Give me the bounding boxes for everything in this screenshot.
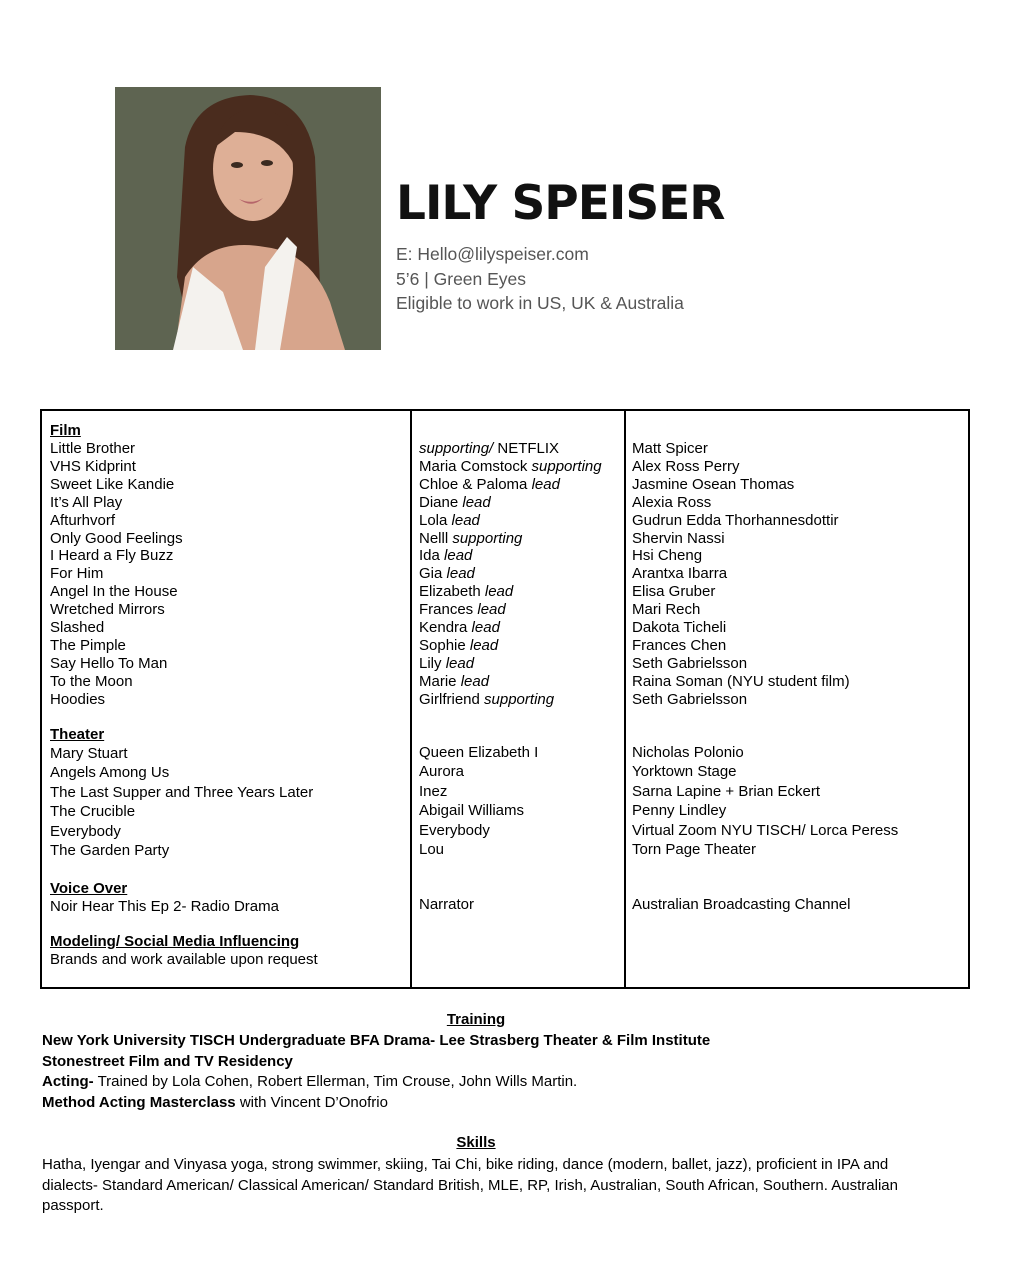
training-line bbox=[42, 1053, 293, 1071]
film-director: Matt Spicer bbox=[632, 440, 708, 457]
theater-title: The Garden Party bbox=[50, 842, 170, 859]
theater-venue: Yorktown Stage bbox=[632, 763, 737, 780]
film-role bbox=[419, 458, 602, 476]
theater-role: Inez bbox=[419, 783, 448, 800]
theater-venue: Nicholas Polonio bbox=[632, 744, 744, 761]
film-role-name: Sophie bbox=[419, 636, 470, 654]
modeling-text: Brands and work available upon request bbox=[50, 951, 318, 968]
theater-heading: Theater bbox=[50, 726, 105, 743]
theater-venue: Sarna Lapine + Brian Eckert bbox=[632, 783, 821, 800]
film-billing: supporting bbox=[484, 690, 555, 708]
training-line-bold: Acting- bbox=[42, 1073, 94, 1090]
film-director: Alexia Ross bbox=[632, 493, 712, 511]
film-role-name: Lola bbox=[419, 511, 452, 529]
film-role bbox=[419, 637, 498, 655]
film-role bbox=[419, 583, 513, 601]
film-role-name: Maria Comstock bbox=[419, 457, 532, 475]
theater-title: The Crucible bbox=[50, 803, 136, 820]
film-role-name: Nelll bbox=[419, 529, 453, 547]
film-heading: Film bbox=[50, 422, 81, 439]
training-line-bold: Stonestreet Film and TV Residency bbox=[42, 1052, 293, 1070]
film-director: Seth Gabrielsson bbox=[632, 654, 748, 672]
film-director: Dakota Ticheli bbox=[632, 619, 727, 636]
film-title: Hoodies bbox=[50, 690, 106, 708]
film-title: I Heard a Fly Buzz bbox=[50, 547, 174, 565]
theater-role: Queen Elizabeth I bbox=[419, 744, 539, 761]
film-title: VHS Kidprint bbox=[50, 457, 136, 475]
film-role-name: Marie bbox=[419, 672, 461, 690]
film-billing: supporting bbox=[452, 529, 523, 547]
film-title: Wretched Mirrors bbox=[50, 601, 165, 619]
physical-stats-line: 5’6 | Green Eyes bbox=[396, 268, 527, 289]
film-title: To the Moon bbox=[50, 672, 133, 690]
theater-title: Mary Stuart bbox=[50, 745, 128, 762]
film-title: Say Hello To Man bbox=[50, 654, 168, 672]
film-billing: lead bbox=[477, 601, 506, 619]
film-role-name: Elizabeth bbox=[419, 583, 485, 601]
film-role bbox=[419, 655, 474, 673]
film-title: It’s All Play bbox=[50, 493, 123, 511]
film-title: Little Brother bbox=[50, 440, 136, 457]
email-line: E: Hello@lilyspeiser.com bbox=[396, 244, 589, 264]
theater-venue: Virtual Zoom NYU TISCH/ Lorca Peress bbox=[632, 822, 899, 839]
voiceover-role: Narrator bbox=[419, 896, 475, 913]
training-line-bold: Method Acting Masterclass bbox=[42, 1093, 236, 1111]
training-line-rest: with Vincent D’Onofrio bbox=[235, 1093, 388, 1111]
voiceover-title: Noir Hear This Ep 2- Radio Drama bbox=[50, 898, 279, 915]
film-title: Afturhvorf bbox=[50, 511, 116, 529]
film-role bbox=[419, 530, 522, 548]
training-heading: Training bbox=[446, 1011, 506, 1028]
film-role bbox=[419, 547, 472, 565]
film-role bbox=[419, 512, 480, 530]
skills-text: Hatha, Iyengar and Vinyasa yoga, strong swimmer, skiing, Tai Chi, bike riding, dance (modern, ballet, jazz), proficient in IPA and dialects- Standard American/ Classical American/ Standard British, MLE, RP, Irish, Australian, South African, Southern. Australian passport. bbox=[42, 1156, 898, 1214]
training-line bbox=[42, 1073, 577, 1091]
film-role bbox=[419, 494, 491, 512]
film-role-name: Diane bbox=[419, 493, 463, 511]
theater-role: Aurora bbox=[419, 763, 465, 780]
film-director: Mari Rech bbox=[632, 601, 701, 619]
film-role-name: Girlfriend bbox=[419, 690, 485, 708]
work-eligibility-line: Eligible to work in US, UK & Australia bbox=[396, 293, 684, 313]
film-director: Shervin Nassi bbox=[632, 529, 725, 547]
theater-venue: Penny Lindley bbox=[632, 802, 727, 819]
film-billing: supporting bbox=[531, 457, 602, 475]
film-director: Hsi Cheng bbox=[632, 547, 703, 565]
training-line bbox=[42, 1094, 388, 1112]
film-billing: lead bbox=[531, 475, 560, 493]
film-role-name: Gia bbox=[419, 565, 447, 583]
film-billing: lead bbox=[484, 583, 514, 601]
film-role-tail: NETFLIX bbox=[493, 440, 560, 457]
film-billing: lead bbox=[446, 565, 475, 583]
film-title: The Pimple bbox=[50, 636, 126, 654]
film-role bbox=[419, 673, 489, 691]
credits-table bbox=[40, 409, 970, 989]
column-divider-1 bbox=[410, 411, 412, 987]
film-billing: lead bbox=[471, 619, 500, 636]
film-billing: lead bbox=[444, 547, 473, 565]
theater-role: Lou bbox=[419, 841, 445, 858]
voiceover-heading: Voice Over bbox=[50, 880, 128, 897]
theater-title: Angels Among Us bbox=[50, 764, 170, 781]
contact-block bbox=[396, 242, 684, 316]
film-director: Gudrun Edda Thorhannesdottir bbox=[632, 511, 839, 529]
theater-venue: Torn Page Theater bbox=[632, 841, 756, 858]
training-line bbox=[42, 1032, 710, 1050]
film-billing: lead bbox=[445, 654, 475, 672]
film-director: Frances Chen bbox=[632, 636, 727, 654]
film-role-name: Lily bbox=[419, 654, 446, 672]
film-billing: lead bbox=[469, 636, 499, 654]
film-role bbox=[419, 440, 559, 458]
film-director: Raina Soman (NYU student film) bbox=[632, 672, 850, 690]
candidate-name: LILY SPEISER bbox=[396, 176, 725, 231]
headshot-photo bbox=[115, 87, 381, 350]
theater-role: Everybody bbox=[419, 822, 490, 839]
film-billing: supporting/ bbox=[419, 440, 494, 457]
film-role bbox=[419, 619, 500, 637]
film-billing: lead bbox=[460, 672, 490, 690]
theater-role: Abigail Williams bbox=[419, 802, 525, 819]
film-title: Angel In the House bbox=[50, 583, 178, 601]
film-role-name: Frances bbox=[419, 601, 478, 619]
skills-heading: Skills bbox=[456, 1134, 496, 1151]
film-role bbox=[419, 565, 475, 583]
film-billing: lead bbox=[451, 511, 480, 529]
column-divider-2 bbox=[624, 411, 626, 987]
theater-title: Everybody bbox=[50, 823, 121, 840]
film-director: Arantxa Ibarra bbox=[632, 565, 728, 583]
film-director: Alex Ross Perry bbox=[632, 457, 740, 475]
theater-title: The Last Supper and Three Years Later bbox=[50, 784, 314, 801]
film-role-name: Ida bbox=[419, 547, 445, 565]
film-director: Seth Gabrielsson bbox=[632, 690, 748, 708]
film-director: Elisa Gruber bbox=[632, 583, 716, 601]
training-line-rest: Trained by Lola Cohen, Robert Ellerman, Tim Crouse, John Wills Martin. bbox=[93, 1073, 578, 1090]
film-role bbox=[419, 476, 560, 494]
film-role-name: Kendra bbox=[419, 619, 472, 636]
film-billing: lead bbox=[462, 493, 491, 511]
film-role-name: Chloe & Paloma bbox=[419, 475, 532, 493]
film-title: Only Good Feelings bbox=[50, 529, 183, 547]
voiceover-venue: Australian Broadcasting Channel bbox=[632, 896, 851, 913]
modeling-heading: Modeling/ Social Media Influencing bbox=[50, 933, 300, 950]
film-title: Slashed bbox=[50, 619, 105, 636]
film-role bbox=[419, 601, 506, 619]
film-director: Jasmine Osean Thomas bbox=[632, 475, 795, 493]
film-title: For Him bbox=[50, 565, 104, 583]
film-role bbox=[419, 691, 554, 709]
film-title: Sweet Like Kandie bbox=[50, 475, 175, 493]
training-line-bold: New York University TISCH Undergraduate BFA Drama- Lee Strasberg Theater & Film Institute bbox=[42, 1032, 711, 1049]
